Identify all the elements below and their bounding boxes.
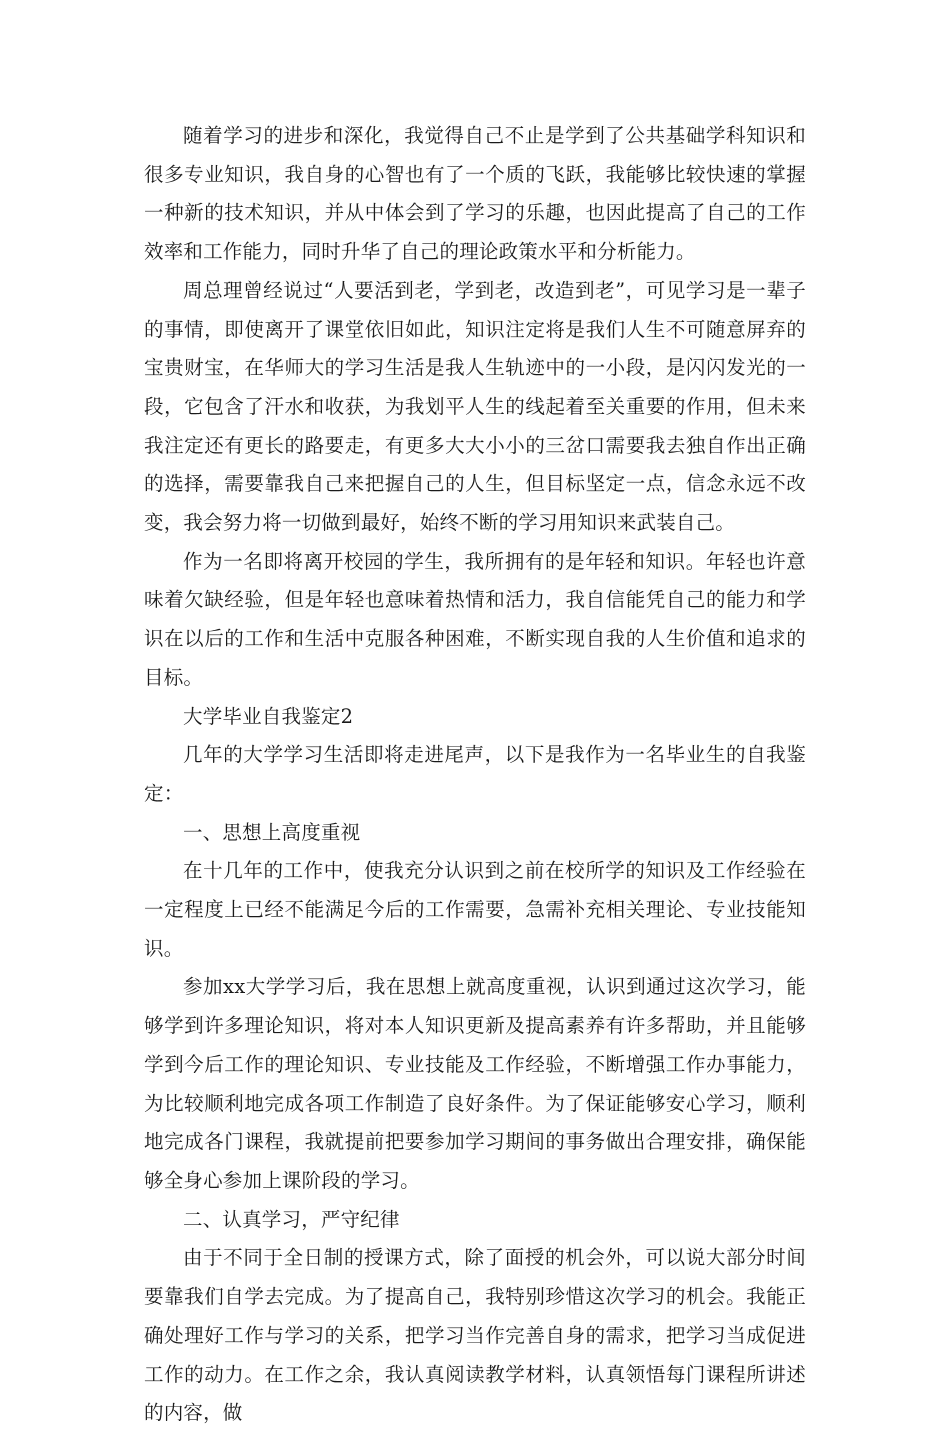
paragraph-self-study: 由于不同于全日制的授课方式，除了面授的机会外，可以说大部分时间要靠我们自学去完成。为了提高自己，我特别珍惜这次学习的机会。我能正确处理好工作与学习的关系，把学习当作完善自身的需求，把学习当成促进工作的动力。在工作之余，我认真阅读教学材料，认真领悟每门课程所讲述的内容，做 (144, 1246, 806, 1425)
heading-ideology: 一、思想上高度重视 (183, 820, 361, 844)
document-body (144, 117, 806, 1433)
paragraph-work-experience: 在十几年的工作中，使我充分认识到之前在校所学的知识及工作经验在一定程度上已经不能满足今后的工作需要，急需补充相关理论、专业技能知识。 (144, 859, 806, 960)
paragraph-lifelong-learning: 周总理曾经说过“人要活到老，学到老，改造到老”，可见学习是一辈子的事情，即使离开了课堂依旧如此，知识注定将是我们人生不可随意屏弃的宝贵财宝，在华师大的学习生活是我人生轨迹中的一小段，是闪闪发光的一段，它包含了汗水和收获，为我划平人生的线起着至关重要的作用，但未来我注定还有更长的路要走，有更多大大小小的三岔口需要我去独自作出正确的选择，需要靠我自己来把握自己的人生，但目标坚定一点，信念永远不改变，我会努力将一切做到最好，始终不断的学习用知识来武装自己。 (144, 278, 806, 535)
heading-study-discipline: 二、认真学习，严守纪律 (183, 1207, 400, 1231)
paragraph-progress: 随着学习的进步和深化，我觉得自己不止是学到了公共基础学科知识和很多专业知识，我自身的心智也有了一个质的飞跃，我能够比较快速的掌握一种新的技术知识，并从中体会到了学习的乐趣，也因此提高了自己的工作效率和工作能力，同时升华了自己的理论政策水平和分析能力。 (144, 124, 806, 264)
paragraph-youth: 作为一名即将离开校园的学生，我所拥有的是年轻和知识。年轻也许意味着欠缺经验，但是年轻也意味着热情和活力，我自信能凭自己的能力和学识在以后的工作和生活中克服各种困难，不断实现自我的人生价值和追求的目标。 (144, 549, 806, 689)
section-title-appraisal-2: 大学毕业自我鉴定2 (183, 704, 354, 728)
paragraph-join-study: 参加xx大学学习后，我在思想上就高度重视，认识到通过这次学习，能够学到许多理论知识，将对本人知识更新及提高素养有许多帮助，并且能够学到今后工作的理论知识、专业技能及工作经验，不断增强工作办事能力，为比较顺利地完成各项工作制造了良好条件。为了保证能够安心学习，顺利地完成各门课程，我就提前把要参加学习期间的事务做出合理安排，确保能够全身心参加上课阶段的学习。 (144, 975, 806, 1192)
paragraph-intro: 几年的大学学习生活即将走进尾声，以下是我作为一名毕业生的自我鉴定： (144, 743, 806, 805)
